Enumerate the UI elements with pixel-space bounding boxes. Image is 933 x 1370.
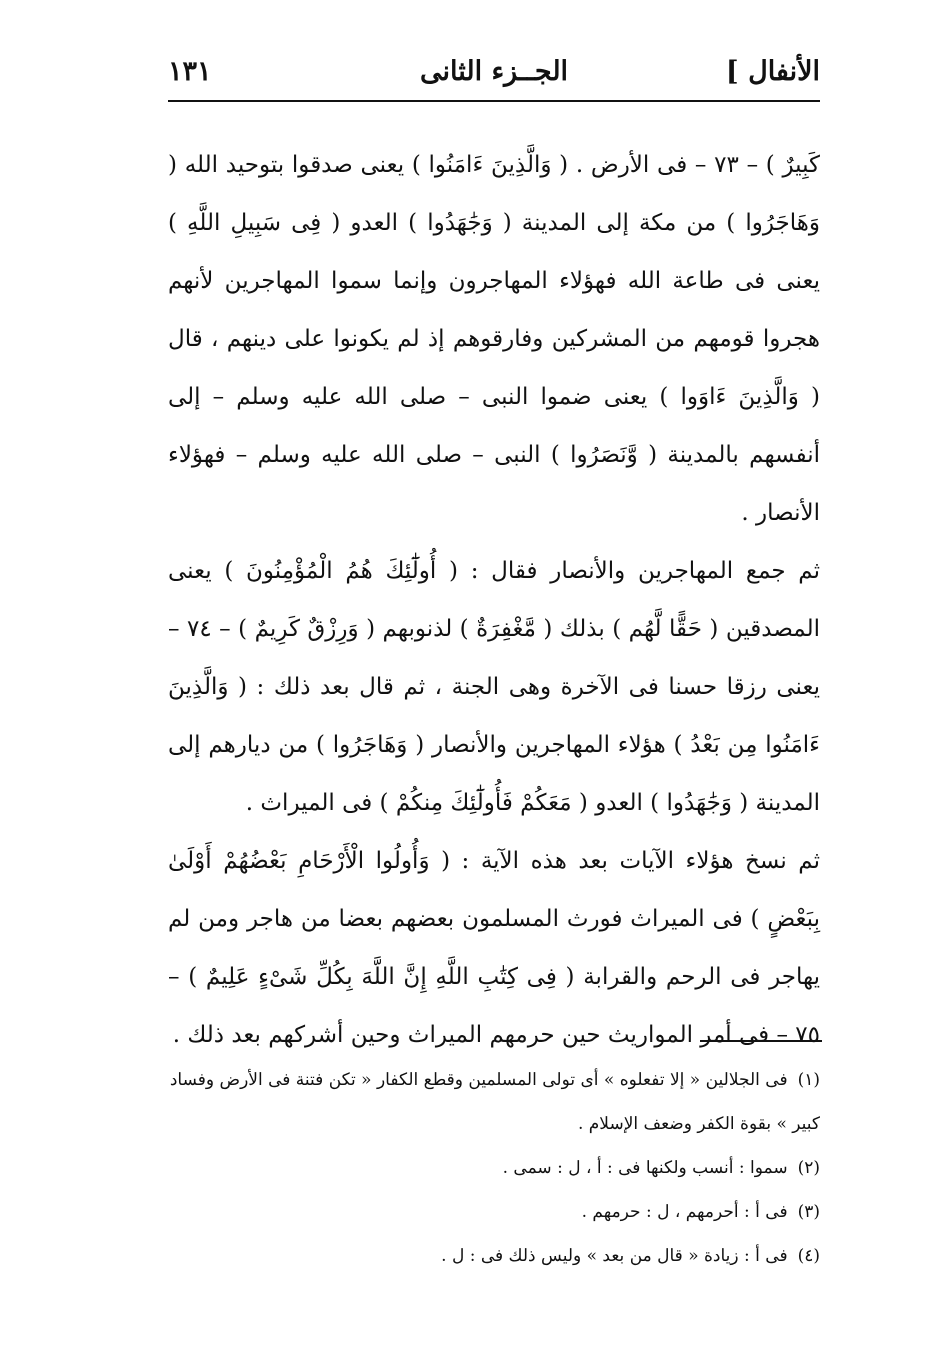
header-rule (168, 100, 820, 102)
footnote-text: فى أ : زيادة « قال من بعد » وليس ذلك فى : ل . (441, 1246, 788, 1266)
surah-title: الأنفال ] (725, 56, 820, 87)
footnote-number: (٢) (797, 1158, 820, 1178)
footnote-number: (٤) (797, 1246, 820, 1266)
page-number: ١٣١ (168, 56, 212, 87)
footnote-2 (168, 1146, 820, 1190)
paragraph-2: ثم جمع المهاجرين والأنصار فقال : ( أُولَٰٓئِكَ هُمُ الْمُؤْمِنُونَ ) يعنى المصدقين ( حَقًّا لَّهُم ) بذلك ( مَّغْفِرَةٌ ) لذنوبهم ( وَرِزْقٌ كَرِيمٌ ) – ٧٤ – يعنى رزقا حسنا فى الآخرة وهى الجنة ، ثم قال بعد ذلك : ( وَالَّذِينَ ءَامَنُوا مِن بَعْدُ ) هؤلاء المهاجرين والأنصار ( وَهَاجَرُوا ) من ديارهم إلى المدينة ( وَجَٰهَدُوا ) العدو ( مَعَكُمْ فَأُولَٰٓئِكَ مِنكُمْ ) فى الميراث . (168, 558, 821, 816)
footnote-3 (168, 1190, 820, 1234)
footnotes (168, 1058, 820, 1278)
footnote-text: سموا : أنسب ولكنها فى : أ ، ل : سمى . (502, 1158, 788, 1178)
main-text (168, 136, 820, 1064)
part-title: الجــزء الثانى (419, 56, 569, 87)
footnote-4 (168, 1234, 820, 1278)
paragraph-3: ثم نسخ هؤلاء الآيات بعد هذه الآية : ( وَأُولُوا الْأَرْحَامِ بَعْضُهُمْ أَوْلَىٰ بِبَعْضٍ ) فى الميراث فورث المسلمون بعضهم بعضا من هاجر ومن لم يهاجر فى الرحم والقرابة ( فِى كِتَٰبِ اللَّهِ إِنَّ اللَّهَ بِكُلِّ شَىْءٍ عَلِيمٌ ) – ٧٥ – فى أمر المواريث حين حرمهم الميراث وحين أشركهم بعد ذلك . (168, 848, 820, 1048)
paragraph-1: كَبِيرٌ ) – ٧٣ – فى الأرض . ( وَالَّذِينَ ءَامَنُوا ) يعنى صدقوا بتوحيد الله ( وَهَاجَرُوا ) من مكة إلى المدينة ( وَجَٰهَدُوا ) العدو ( فِى سَبِيلِ اللَّهِ ) يعنى فى طاعة الله فهؤلاء المهاجرون وإنما سموا المهاجرين لأنهم هجروا قومهم من المشركين وفارقوهم إذ لم يكونوا على دينهم ، قال ( وَالَّذِينَ ءَاوَوا ) يعنى ضموا النبى – صلى الله عليه وسلم – إلى أنفسهم بالمدينة ( وَّنَصَرُوا ) النبى – صلى الله عليه وسلم – فهؤلاء الأنصار . (168, 152, 821, 526)
footnote-number: (٣) (797, 1202, 820, 1222)
footnote-1 (168, 1058, 820, 1146)
footnote-rule (700, 1040, 822, 1042)
running-header (168, 52, 820, 96)
footnote-text: فى أ : أحرمهم ، ل : حرمهم . (581, 1202, 788, 1222)
footnote-number: (١) (797, 1070, 820, 1090)
footnote-text: فى الجلالين « إلا تفعلوه » أى تولى المسلمين وقطع الكفار « تكن فتنة فى الأرض وفساد كبير » بقوة الكفر وضعف الإسلام . (169, 1070, 820, 1134)
